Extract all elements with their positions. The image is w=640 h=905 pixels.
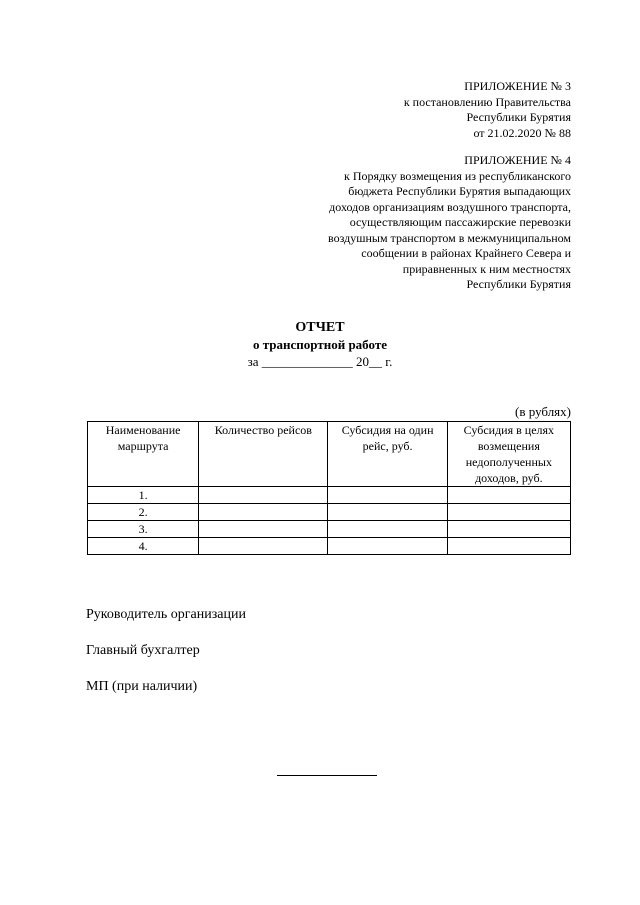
appendix-4-line: бюджета Республики Бурятия выпадающих bbox=[348, 184, 571, 198]
appendix-4-header bbox=[328, 153, 571, 293]
signature-head-of-organization: Руководитель организации bbox=[86, 607, 246, 622]
table-cell bbox=[328, 504, 447, 521]
appendix-3-line: Республики Бурятия bbox=[466, 110, 571, 124]
table-cell bbox=[328, 538, 447, 555]
table-row bbox=[88, 521, 571, 538]
table-row bbox=[88, 538, 571, 555]
stamp-label: МП (при наличии) bbox=[86, 679, 198, 694]
appendix-4-line: к Порядку возмещения из республиканского bbox=[344, 168, 571, 183]
table-cell bbox=[199, 487, 328, 504]
table-cell: 4. bbox=[88, 538, 199, 555]
table-cell bbox=[199, 538, 328, 555]
transport-report-table bbox=[87, 421, 571, 555]
table-row bbox=[88, 504, 571, 521]
table-cell bbox=[199, 504, 328, 521]
table-cell bbox=[328, 487, 447, 504]
appendix-4-line: приравненных к ним местностях bbox=[402, 261, 571, 276]
table-row bbox=[88, 487, 571, 504]
table-header-row bbox=[88, 422, 571, 487]
appendix-4-line: воздушным транспортом в межмуниципальном bbox=[328, 230, 571, 245]
bottom-separator-line bbox=[277, 775, 377, 776]
report-subtitle: о транспортной работе bbox=[253, 337, 387, 352]
table-cell: 2. bbox=[88, 504, 199, 521]
currency-unit-note: (в рублях) bbox=[515, 404, 571, 419]
signature-chief-accountant: Главный бухгалтер bbox=[86, 643, 200, 658]
appendix-3-line: ПРИЛОЖЕНИЕ № 3 bbox=[464, 79, 571, 93]
column-header-flights: Количество рейсов bbox=[199, 422, 328, 487]
appendix-4-line: сообщении в районах Крайнего Севера и bbox=[361, 246, 571, 260]
appendix-3-line: от 21.02.2020 № 88 bbox=[473, 125, 571, 140]
table-cell: 3. bbox=[88, 521, 199, 538]
column-header-subsidy-total: Субсидия в целях возмещения недополученных доходов, руб. bbox=[447, 422, 570, 487]
table-cell bbox=[328, 521, 447, 538]
appendix-4-line: осуществляющим пассажирские перевозки bbox=[349, 215, 571, 229]
appendix-3-header bbox=[404, 79, 571, 141]
appendix-4-line: доходов организациям воздушного транспорта, bbox=[329, 199, 571, 214]
report-title: ОТЧЕТ bbox=[295, 320, 345, 335]
appendix-3-line: к постановлению Правительства bbox=[403, 94, 571, 109]
table-cell: 1. bbox=[88, 487, 199, 504]
table-cell bbox=[447, 521, 570, 538]
column-header-route: Наименование маршрута bbox=[88, 422, 199, 487]
table-cell bbox=[447, 538, 570, 555]
table-cell bbox=[199, 521, 328, 538]
table-cell bbox=[447, 504, 570, 521]
appendix-4-line: Республики Бурятия bbox=[466, 277, 571, 291]
table-cell bbox=[447, 487, 570, 504]
report-title-block bbox=[0, 319, 640, 370]
report-period: за ______________ 20__ г. bbox=[247, 354, 393, 369]
column-header-subsidy-per-flight: Субсидия на один рейс, руб. bbox=[328, 422, 447, 487]
appendix-4-line: ПРИЛОЖЕНИЕ № 4 bbox=[464, 153, 571, 167]
